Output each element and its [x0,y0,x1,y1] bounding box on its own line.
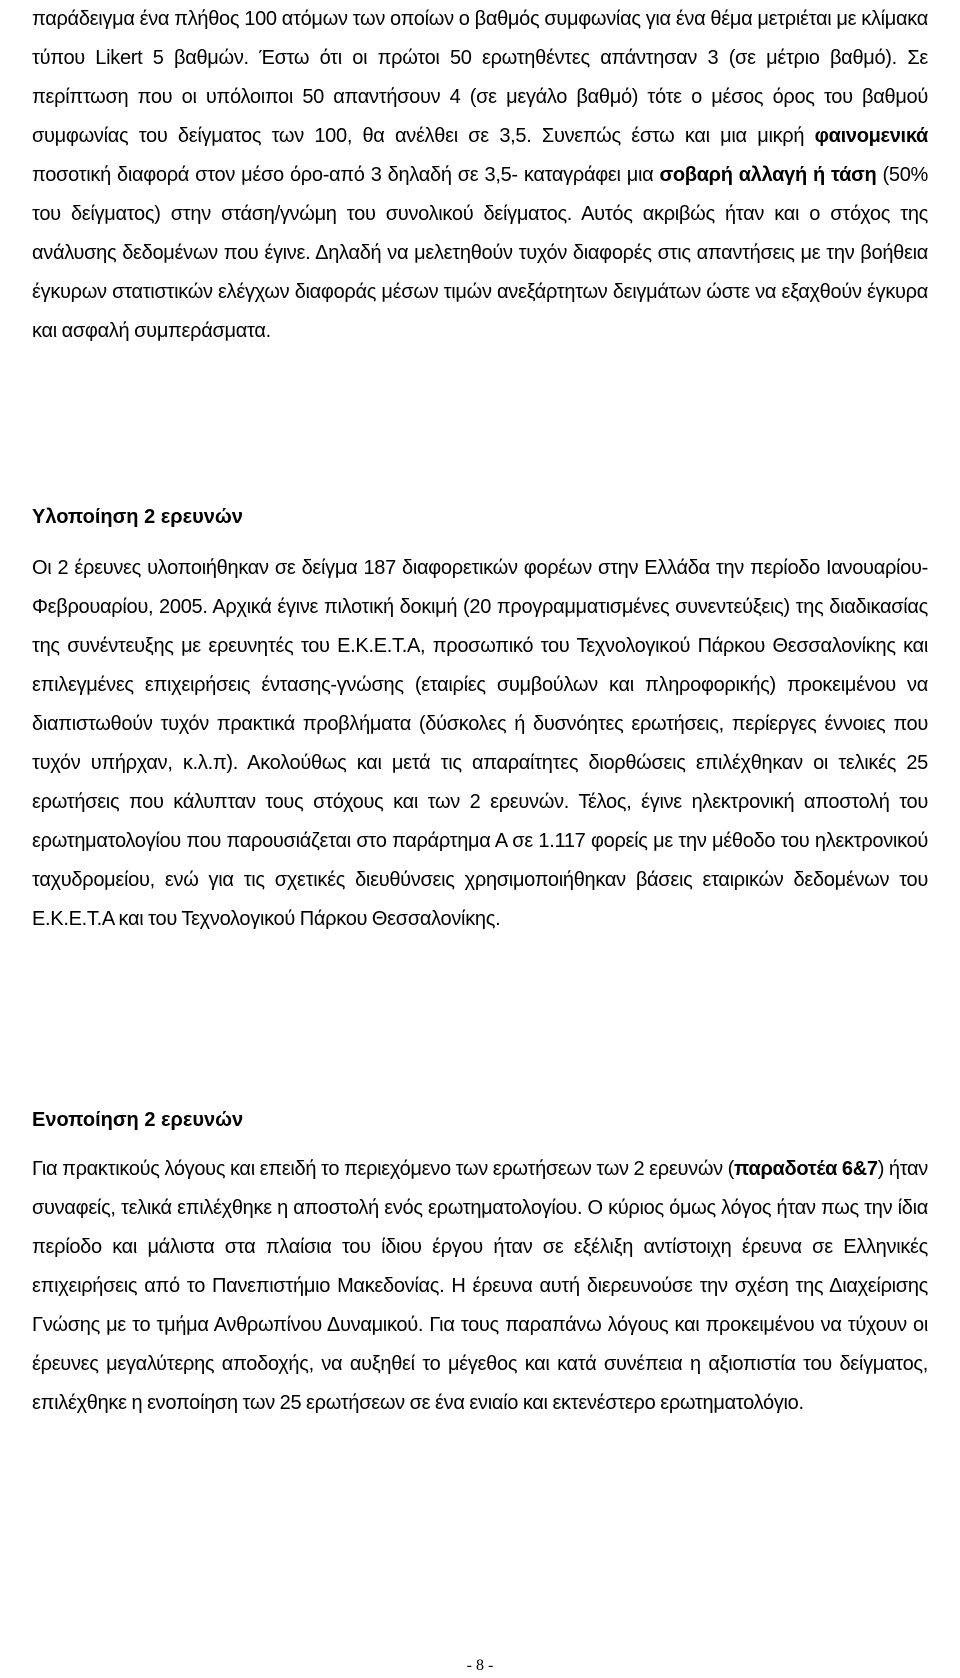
text-run: Για πρακτικούς λόγους και επειδή το περιεχόμενο των ερωτήσεων των 2 ερευνών ( [32,1158,735,1180]
unification-section [32,1101,928,1423]
bold-emphasis: παραδοτέα 6&7 [734,1158,878,1180]
section-heading: Υλοποίηση 2 ερευνών [32,506,243,528]
text-run: (50% του δείγματος) στην στάση/γνώμη του συνολικού δείγματος. Αυτός ακριβώς ήταν και ο στόχος της ανάλυσης δεδομένων που έγινε. Δηλαδή να μελετηθούν τυχόν διαφορές στις απαντήσεις με την βοήθεια έγκυρων στατιστικών ελέγχων διαφοράς μέσων τιμών ανεξάρτητων δειγμάτων ώστε να εξαχθούν έγκυρα και ασφαλή συμπεράσματα. [32,164,929,342]
section-heading: Ενοποίηση 2 ερευνών [32,1109,244,1131]
text-run: ) ήταν συναφείς, τελικά επιλέχθηκε η αποστολή ενός ερωτηματολογίου. Ο κύριος όμως λόγος ήταν πως την ίδια περίοδο και μάλιστα στα πλαίσια του ίδιου έργου ήταν σε εξέλιξη αντίστοιχη έρευνα σε Ελληνικές επιχειρήσεις από το Πανεπιστήμιο Μακεδονίας. Η έρευνα αυτή διερευνούσε την σχέση της Διαχείρισης Γνώσης με το τμήμα Ανθρωπίνου Δυναμικού. Για τους παραπάνω λόγους και προκειμένου να τύχουν οι έρευνες μεγαλύτερης αποδοχής, να αυξηθεί το μέγεθος και κατά συνέπεια η αξιοπιστία του δείγματος, επιλέχθηκε η ενοποίηση των 25 ερωτήσεων σε ένα ενιαίο και εκτενέστερο ερωτηματολόγιο. [32,1158,928,1414]
implementation-paragraph: Οι 2 έρευνες υλοποιήθηκαν σε δείγμα 187 διαφορετικών φορέων στην Ελλάδα την περίοδο Ιανουαρίου-Φεβρουαρίου, 2005. Αρχικά έγινε πιλοτική δοκιμή (20 προγραμματισμένες συνεντεύξεις) της διαδικασίας της συνέντευξης με ερευνητές του Ε.Κ.Ε.Τ.Α, προσωπικό του Τεχνολογικού Πάρκου Θεσσαλονίκης και επιλεγμένες επιχειρήσεις έντασης-γνώσης (εταιρίες συμβούλων και πληροφορικής) προκειμένου να διαπιστωθούν τυχόν πρακτικά προβλήματα (δύσκολες ή δυσνόητες ερωτήσεις, περίεργες έννοιες που τυχόν υπήρχαν, κ.λ.π). Ακολούθως και μετά τις απαραίτητες διορθώσεις επιλέχθηκαν οι τελικές 25 ερωτήσεις που κάλυπταν τους στόχους και των 2 ερευνών. Τέλος, έγινε ηλεκτρονική αποστολή του ερωτηματολογίου που παρουσιάζεται στο παράρτημα Α σε 1.117 φορείς με την μέθοδο του ηλεκτρονικού ταχυδρομείου, ενώ για τις σχετικές διευθύνσεις χρησιμοποιήθηκαν βάσεις εταιρικών δεδομένων του Ε.Κ.Ε.Τ.Α και του Τεχνολογικού Πάρκου Θεσσαλονίκης. [32,557,928,930]
bold-emphasis: φαινομενικά [814,125,928,147]
bold-emphasis: σοβαρή αλλαγή ή τάση [659,164,877,186]
text-run: ποσοτική διαφορά στον μέσο όρο-από 3 δηλαδή σε 3,5- καταγράφει μια [32,164,660,186]
page-number: - 8 - [466,1657,494,1674]
intro-section [32,0,928,351]
intro-paragraph [32,0,928,351]
document-page [32,0,928,1678]
unification-paragraph [32,1150,928,1423]
implementation-section [32,498,928,939]
text-run: παράδειγμα ένα πλήθος 100 ατόμων των οποίων ο βαθμός συμφωνίας για ένα θέμα μετριέται με κλίμακα τύπου Likert 5 βαθμών. Έστω ότι οι πρώτοι 50 ερωτηθέντες απάντησαν 3 (σε μέτριο βαθμό). Σε περίπτωση που οι υπόλοιποι 50 απαντήσουν 4 (σε μεγάλο βαθμό) τότε ο μέσος όρος του βαθμού συμφωνίας του δείγματος των 100, θα ανέλθει σε 3,5. Συνεπώς έστω και μια μικρή [32,8,928,147]
